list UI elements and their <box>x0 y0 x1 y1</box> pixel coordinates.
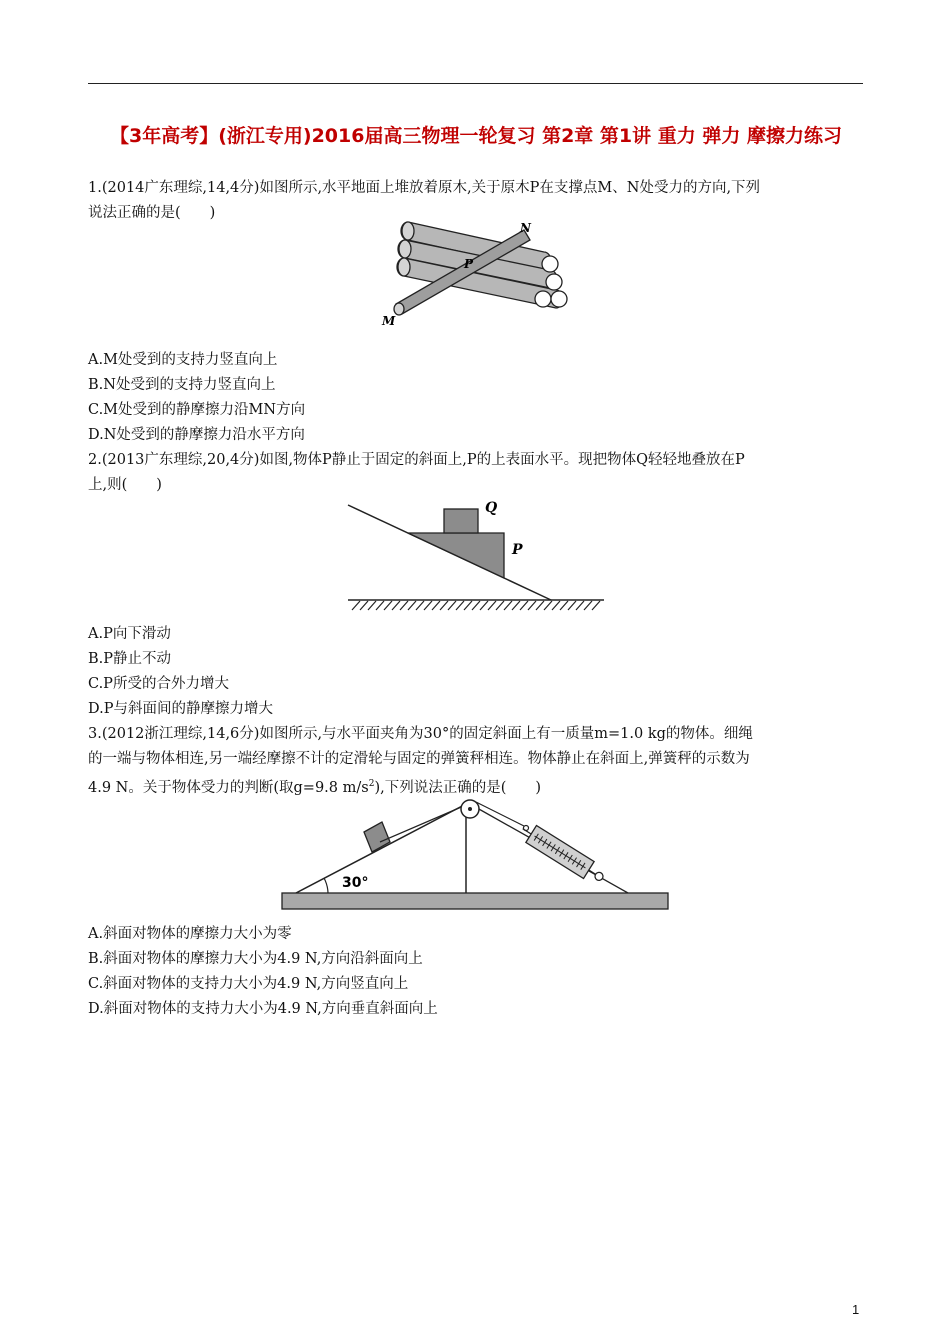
question-1-option-a: A.M处受到的支持力竖直向上 <box>88 352 278 368</box>
question-3-option-c: C.斜面对物体的支持力大小为4.9 N,方向竖直向上 <box>88 976 409 992</box>
pulley-spring-figure <box>280 796 672 914</box>
logs-figure <box>378 218 578 330</box>
question-2-stem <box>88 448 868 498</box>
page-number: 1 <box>852 1302 860 1317</box>
question-3-line-1: 3.(2012浙江理综,14,6分)如图所示,与水平面夹角为30°的固定斜面上有一质量m=1.0 kg的物体。细绳 <box>88 726 753 742</box>
label-p: P <box>464 257 474 271</box>
question-2-option-d: D.P与斜面间的静摩擦力增大 <box>88 701 273 717</box>
question-1-option-c: C.M处受到的静摩擦力沿MN方向 <box>88 402 306 418</box>
label-p2: P <box>512 542 523 558</box>
question-3-line-3-b: ),下列说法正确的是( ) <box>374 779 542 796</box>
question-2-line-1: 2.(2013广东理综,20,4分)如图,物体P静止于固定的斜面上,P的上表面水平。现把物体Q轻轻地叠放在P <box>88 452 745 468</box>
label-q: Q <box>485 500 498 516</box>
question-2-option-c: C.P所受的合外力增大 <box>88 676 229 692</box>
question-3-sup: 2 <box>368 779 375 789</box>
page-title: 【3年高考】(浙江专用)2016届高三物理一轮复习 第2章 第1讲 重力 弹力 摩擦力练习 <box>110 125 842 147</box>
question-3-line-3-a: 4.9 N。关于物体受力的判断(取g=9.8 m/s <box>88 779 369 796</box>
question-3-stem <box>88 722 868 801</box>
question-3-option-a: A.斜面对物体的摩擦力大小为零 <box>88 926 292 942</box>
question-1-option-b: B.N处受到的支持力竖直向上 <box>88 377 276 393</box>
question-1-option-d: D.N处受到的静摩擦力沿水平方向 <box>88 427 305 443</box>
question-3-line-2: 的一端与物体相连,另一端经摩擦不计的定滑轮与固定的弹簧秤相连。物体静止在斜面上,弹簧秤的示数为 <box>88 751 750 767</box>
question-1-line-1: 1.(2014广东理综,14,4分)如图所示,水平地面上堆放着原木,关于原木P在支撑点M、N处受力的方向,下列 <box>88 180 761 196</box>
question-2-option-b: B.P静止不动 <box>88 651 172 667</box>
incline-block-figure <box>346 496 608 618</box>
question-1-line-2: 说法正确的是( ) <box>88 205 216 221</box>
question-2-line-2: 上,则( ) <box>88 477 162 493</box>
label-m: M <box>382 314 396 328</box>
header-rule <box>88 83 863 84</box>
question-3-option-b: B.斜面对物体的摩擦力大小为4.9 N,方向沿斜面向上 <box>88 951 423 967</box>
question-2-option-a: A.P向下滑动 <box>88 626 171 642</box>
angle-label: 30° <box>342 875 369 891</box>
question-3-option-d: D.斜面对物体的支持力大小为4.9 N,方向垂直斜面向上 <box>88 1001 438 1017</box>
label-n: N <box>520 221 531 235</box>
